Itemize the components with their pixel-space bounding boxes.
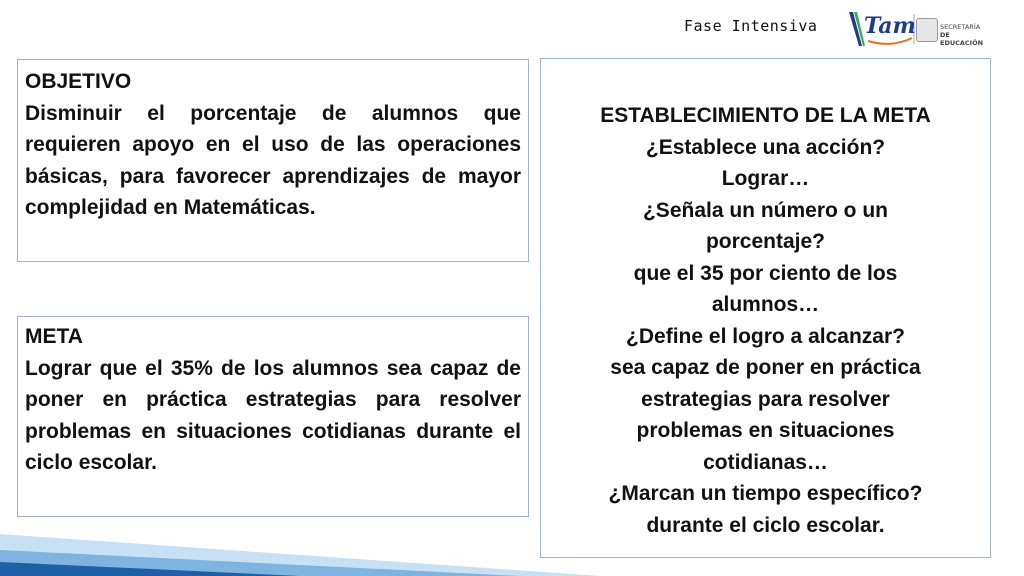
question-accion: ¿Establece una acción? xyxy=(645,135,886,159)
establecimiento-title: ESTABLECIMIENTO DE LA META xyxy=(600,104,931,127)
question-porcentaje: ¿Señala un número o un porcentaje? xyxy=(642,198,889,253)
objetivo-box xyxy=(17,59,529,262)
answer-logro: sea capaz de poner en práctica estrategias para resolver problemas en situaciones cotidianas… xyxy=(610,356,921,474)
meta-title: META xyxy=(25,325,83,348)
logo-tam: Tam xyxy=(864,13,916,39)
objetivo-title: OBJETIVO xyxy=(25,70,132,93)
question-logro: ¿Define el logro a alcanzar? xyxy=(626,324,905,348)
question-tiempo: ¿Marcan un tiempo específico? xyxy=(608,482,923,505)
seal-icon xyxy=(916,18,938,42)
logo-educacion: DE EDUCACIÓN xyxy=(940,31,984,47)
answer-porcentaje: que el 35 por ciento de los alumnos… xyxy=(633,261,898,316)
decorative-swoosh xyxy=(0,512,600,576)
meta-text: Lograr que el 35% de los alumnos sea capaz de poner en práctica estrategias para resolver problemas en situaciones cotidianas durante el ciclo escolar. xyxy=(25,356,521,474)
objetivo-text: Disminuir el porcentaje de alumnos que requieren apoyo en el uso de las operaciones básicas, para favorecer aprendizajes de mayor complejidad en Matemáticas. xyxy=(25,101,521,219)
header-label: Fase Intensiva xyxy=(684,17,818,35)
establecimiento-box xyxy=(540,58,991,558)
logo-secretaria: SECRETARÍA xyxy=(940,23,981,31)
answer-accion: Lograr… xyxy=(721,167,810,190)
meta-box xyxy=(17,316,529,517)
answer-tiempo: durante el ciclo escolar. xyxy=(646,513,885,537)
header-logos xyxy=(846,8,986,50)
